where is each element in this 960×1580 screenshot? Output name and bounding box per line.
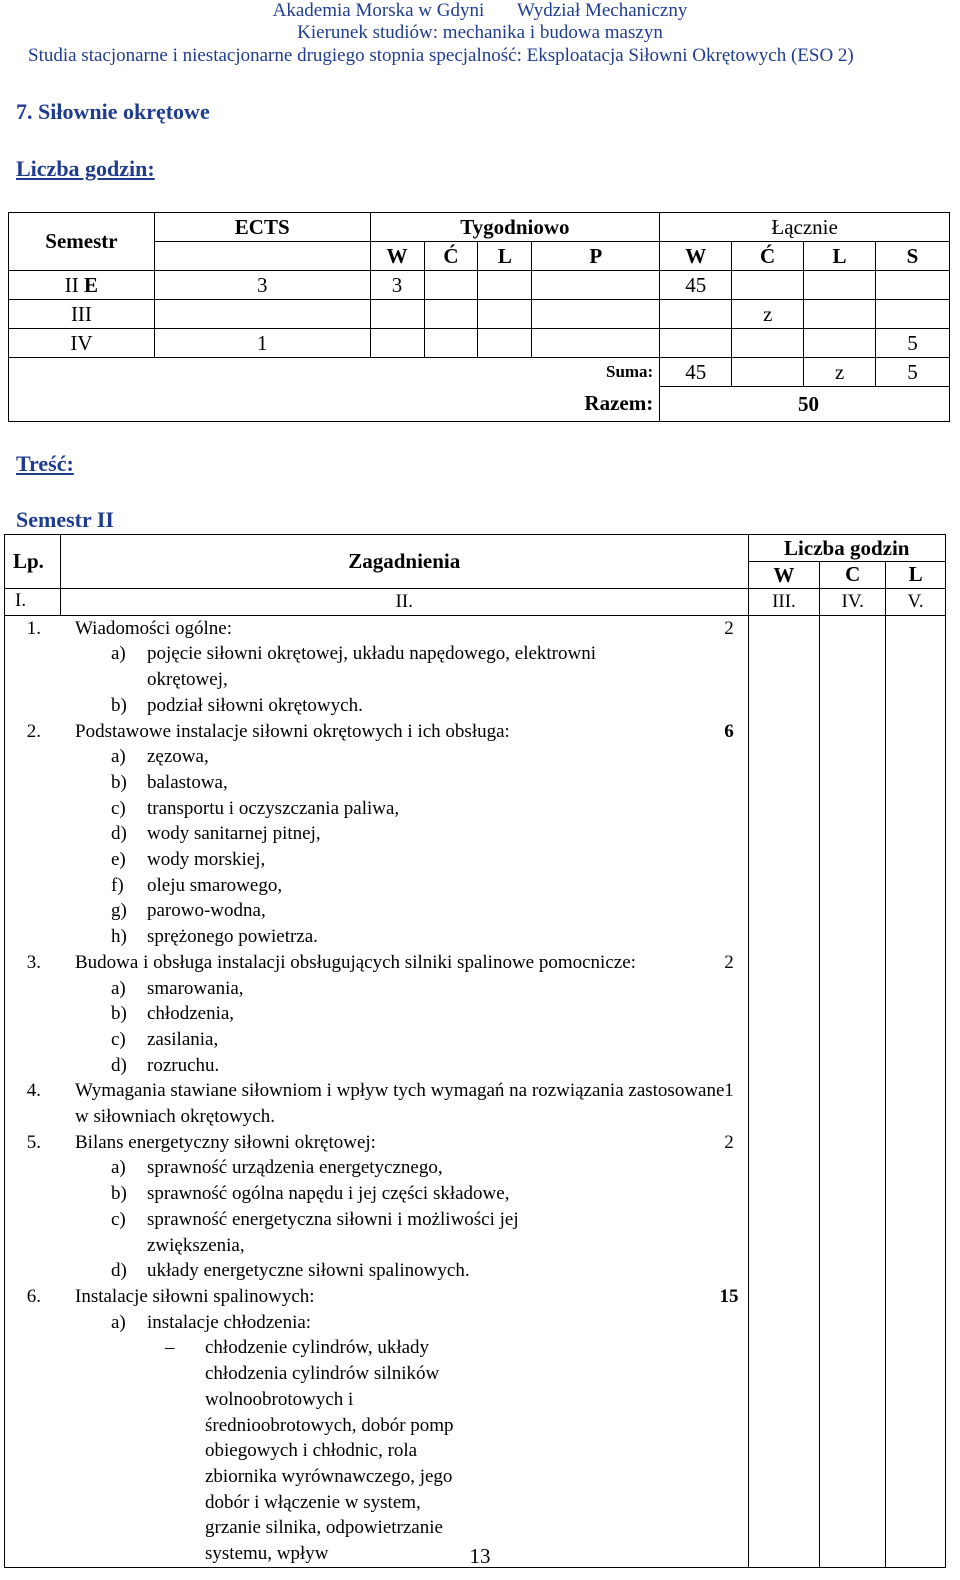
cell-ects bbox=[154, 300, 370, 329]
sub-letter: b) bbox=[111, 694, 127, 716]
cell-ects: 1 bbox=[154, 329, 370, 358]
roman-3: III. bbox=[748, 589, 820, 616]
sum-label: Suma: bbox=[9, 358, 660, 387]
sub-text: układy energetyczne siłowni spalinowych. bbox=[147, 1260, 470, 1282]
specialty-line: Studia stacjonarne i niestacjonarne drugiego stopnia specjalność: Eksploatacja Siłowni Okrętowych (ESO 2) bbox=[28, 45, 854, 66]
hdr-semestr: Semestr bbox=[9, 213, 155, 271]
topic-hours: 2 bbox=[724, 1131, 734, 1153]
hdr-l: L bbox=[886, 562, 946, 589]
sub-letter: a) bbox=[111, 643, 126, 665]
roman-2: II. bbox=[60, 589, 748, 616]
hdr-lacznie: Łącznie bbox=[660, 213, 950, 242]
cell-tc bbox=[732, 271, 804, 300]
section-title: 7. Siłownie okrętowe bbox=[16, 99, 210, 124]
cell-p bbox=[532, 271, 660, 300]
cell-p bbox=[532, 329, 660, 358]
roman-1: I. bbox=[5, 589, 61, 616]
topic-number: 1. bbox=[26, 617, 41, 639]
sum-l: z bbox=[804, 358, 876, 387]
table-row bbox=[9, 271, 950, 300]
sub-text: balastowa, bbox=[147, 771, 228, 793]
topic-number: 6. bbox=[26, 1285, 41, 1307]
sub-text: podział siłowni okrętowych. bbox=[147, 694, 363, 716]
roman-5: V. bbox=[886, 589, 946, 616]
sub-letter: a) bbox=[111, 1311, 126, 1333]
hours-label: Liczba godzin: bbox=[16, 156, 155, 181]
sub-letter: d) bbox=[111, 823, 127, 845]
hdr-total-s: S bbox=[876, 242, 950, 271]
cell-tl bbox=[804, 300, 876, 329]
hdr-ects-empty bbox=[154, 242, 370, 271]
sub-text: chłodzenia, bbox=[147, 1003, 235, 1025]
topic-number: 4. bbox=[26, 1080, 41, 1102]
sub-text: wody morskiej, bbox=[147, 849, 266, 871]
topic-hours: 2 bbox=[724, 951, 734, 973]
topic-hours: 2 bbox=[724, 617, 734, 639]
sub-letter: b) bbox=[111, 771, 127, 793]
sub-text: instalacje chłodzenia: bbox=[147, 1311, 312, 1333]
sum-s: 5 bbox=[876, 358, 950, 387]
sub-letter: a) bbox=[111, 1157, 126, 1179]
cell-tw: 45 bbox=[660, 271, 732, 300]
sub-text: sprawność energetyczna siłowni i możliwości jej zwiększenia, bbox=[147, 1208, 519, 1256]
topic-number: 2. bbox=[26, 720, 41, 742]
sub-text: pojęcie siłowni okrętowej, układu napędowego, elektrowni okrętowej, bbox=[147, 643, 597, 691]
sub-letter: a) bbox=[111, 977, 126, 999]
topic-number: 3. bbox=[26, 951, 41, 973]
tresc-label: Treść: bbox=[16, 451, 74, 476]
topic-hours: 6 bbox=[724, 720, 734, 742]
cell-tc: z bbox=[732, 300, 804, 329]
sum-row bbox=[9, 358, 950, 387]
sub-letter: c) bbox=[111, 797, 126, 819]
hours-l-col bbox=[886, 615, 946, 1567]
sub-letter: h) bbox=[111, 926, 127, 948]
sub-letter: g) bbox=[111, 900, 127, 922]
cell-c bbox=[424, 329, 478, 358]
cell-ts bbox=[876, 300, 950, 329]
sub-text: sprawność ogólna napędu i jej części składowe, bbox=[147, 1183, 510, 1205]
topic-item bbox=[5, 1130, 748, 1284]
hdr-total-c: Ć bbox=[732, 242, 804, 271]
topic-item bbox=[5, 950, 748, 1079]
sub-letter: f) bbox=[111, 874, 124, 896]
cell-ects: 3 bbox=[154, 271, 370, 300]
sub-text: sprężonego powietrza. bbox=[147, 926, 318, 948]
hdr-c: Ć bbox=[424, 242, 478, 271]
sub-text: sprawność urządzenia energetycznego, bbox=[147, 1157, 443, 1179]
hdr-ects: ECTS bbox=[154, 213, 370, 242]
cell-l bbox=[478, 329, 532, 358]
topic-text: Bilans energetyczny siłowni okrętowej: bbox=[75, 1131, 376, 1153]
dash-text: chłodzenie cylindrów, układy chłodzenia cylindrów silników wolnoobrotowych i średnioobrotowych, dobór pomp obiegowych i chłodnic, rola zbiornika wyrównawczego, jego dobór i włączenie w system, grzanie silnika, odpowietrzanie systemu, wpływ bbox=[205, 1337, 454, 1565]
sub-letter: d) bbox=[111, 1260, 127, 1282]
topic-hours: 15 bbox=[719, 1285, 739, 1307]
sub-letter: a) bbox=[111, 746, 126, 768]
hdr-p: P bbox=[532, 242, 660, 271]
sum-c bbox=[732, 358, 804, 387]
sub-letter: d) bbox=[111, 1054, 127, 1076]
cell-l bbox=[478, 300, 532, 329]
cell-tl bbox=[804, 271, 876, 300]
header-line-1 bbox=[0, 0, 960, 22]
hdr-tygodniowo: Tygodniowo bbox=[370, 213, 660, 242]
cell-c bbox=[424, 271, 478, 300]
cell-w bbox=[370, 300, 424, 329]
sub-text: parowo-wodna, bbox=[147, 900, 266, 922]
program-name: Kierunek studiów: mechanika i budowa maszyn bbox=[297, 22, 663, 43]
hdr-l: L bbox=[478, 242, 532, 271]
topic-text: Podstawowe instalacje siłowni okrętowych i ich obsługa: bbox=[75, 720, 510, 742]
total-row bbox=[9, 387, 950, 422]
cell-tl bbox=[804, 329, 876, 358]
cell-c bbox=[424, 300, 478, 329]
topics-cell bbox=[5, 615, 749, 1567]
topic-item bbox=[5, 1078, 748, 1129]
topic-item bbox=[5, 1284, 748, 1567]
sub-letter: c) bbox=[111, 1028, 126, 1050]
cell-ts bbox=[876, 271, 950, 300]
hdr-c: C bbox=[820, 562, 886, 589]
hdr-zagadnienia: Zagadnienia bbox=[60, 535, 748, 589]
academy-name: Akademia Morska w Gdyni bbox=[272, 0, 485, 21]
topic-number: 5. bbox=[26, 1131, 41, 1153]
faculty-name: Wydział Mechaniczny bbox=[517, 0, 688, 21]
hdr-lp: Lp. bbox=[5, 535, 61, 589]
topic-hours: 1 bbox=[724, 1080, 734, 1102]
razem-label: Razem: bbox=[9, 387, 660, 422]
cell-p bbox=[532, 300, 660, 329]
hdr-total-w: W bbox=[660, 242, 732, 271]
cell-ts: 5 bbox=[876, 329, 950, 358]
sub-letter: b) bbox=[111, 1183, 127, 1205]
cell-sem: II E bbox=[9, 271, 155, 300]
page-number: 13 bbox=[469, 1544, 491, 1568]
topic-item bbox=[5, 616, 748, 719]
hours-table bbox=[8, 212, 950, 422]
topic-text: Wiadomości ogólne: bbox=[75, 617, 233, 639]
dash-bullet: – bbox=[165, 1337, 175, 1359]
semester-heading: Semestr II bbox=[16, 507, 114, 532]
sub-text: oleju smarowego, bbox=[147, 874, 283, 896]
topic-text: Wymagania stawiane siłowniom i wpływ tych wymagań na rozwiązania zastosowane w siłowniach okrętowych. bbox=[75, 1080, 725, 1128]
cell-w bbox=[370, 329, 424, 358]
cell-tc bbox=[732, 329, 804, 358]
sub-text: rozruchu. bbox=[147, 1054, 220, 1076]
hdr-total-l: L bbox=[804, 242, 876, 271]
content-table bbox=[4, 534, 946, 1568]
cell-l bbox=[478, 271, 532, 300]
sub-letter: b) bbox=[111, 1003, 127, 1025]
cell-tw bbox=[660, 300, 732, 329]
sum-w: 45 bbox=[660, 358, 732, 387]
sub-text: transportu i oczyszczania paliwa, bbox=[147, 797, 400, 819]
hours-c-col bbox=[820, 615, 886, 1567]
table-row bbox=[9, 300, 950, 329]
topic-item bbox=[5, 719, 748, 950]
cell-w: 3 bbox=[370, 271, 424, 300]
cell-tw bbox=[660, 329, 732, 358]
roman-4: IV. bbox=[820, 589, 886, 616]
razem-value: 50 bbox=[660, 387, 950, 422]
topic-text: Instalacje siłowni spalinowych: bbox=[75, 1285, 315, 1307]
sub-text: zęzowa, bbox=[147, 746, 209, 768]
sub-text: wody sanitarnej pitnej, bbox=[147, 823, 321, 845]
hdr-w: W bbox=[748, 562, 820, 589]
table-row bbox=[9, 329, 950, 358]
topic-text: Budowa i obsługa instalacji obsługujących silniki spalinowe pomocnicze: bbox=[75, 951, 636, 973]
cell-sem: III bbox=[9, 300, 155, 329]
cell-sem: IV bbox=[9, 329, 155, 358]
sub-letter: c) bbox=[111, 1208, 126, 1230]
sub-text: smarowania, bbox=[147, 977, 244, 999]
hdr-w: W bbox=[370, 242, 424, 271]
sub-text: zasilania, bbox=[147, 1028, 219, 1050]
hdr-liczba-godzin: Liczba godzin bbox=[748, 535, 945, 562]
sub-letter: e) bbox=[111, 849, 126, 871]
